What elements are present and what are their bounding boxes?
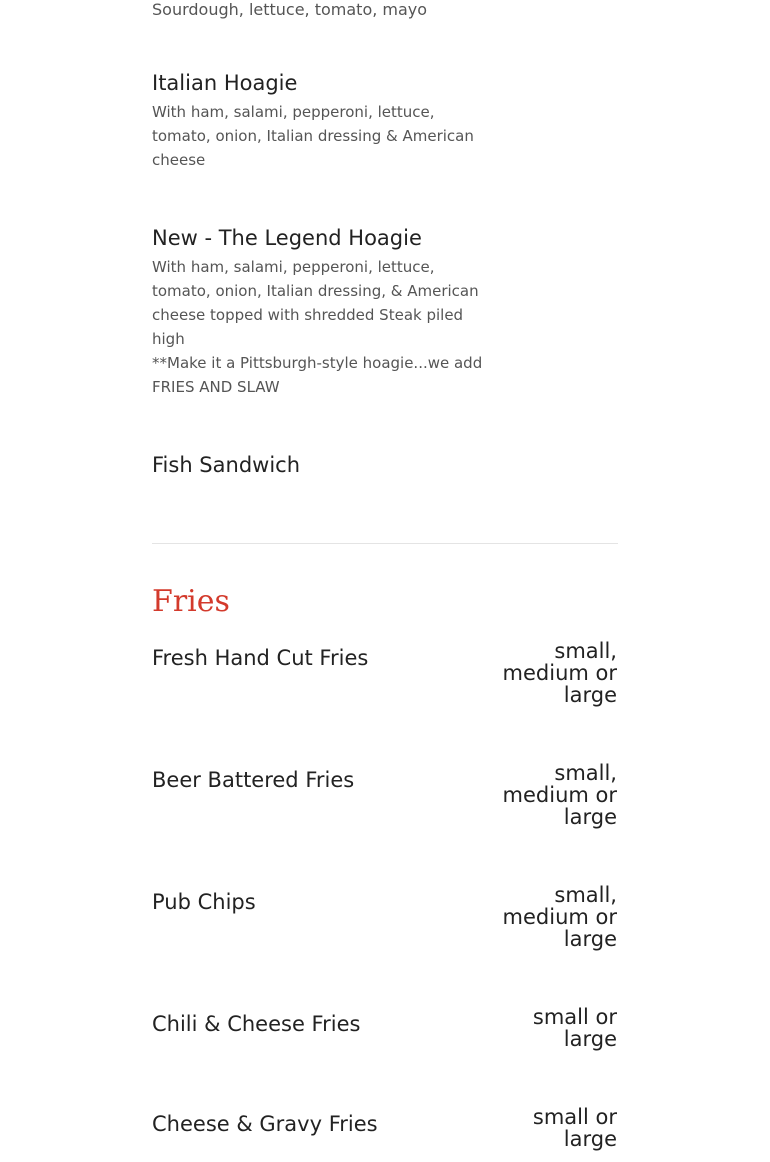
menu-item-fish-sandwich <box>152 450 618 480</box>
menu-item-name: Fresh Hand Cut Fries <box>152 646 369 670</box>
menu-item-sizes: small, medium or large <box>502 761 617 829</box>
menu-item-italian-hoagie <box>152 68 618 172</box>
menu-item-legend-hoagie <box>152 223 618 399</box>
menu-item-name: New - The Legend Hoagie <box>152 226 422 250</box>
section-title-fries: Fries <box>152 584 230 619</box>
menu-item-description: With ham, salami, pepperoni, lettuce, tomato, onion, Italian dressing & American cheese <box>152 103 474 169</box>
menu-item-sizes: small, medium or large <box>502 639 617 707</box>
menu-item-name: Italian Hoagie <box>152 71 298 95</box>
menu-item-description: With ham, salami, pepperoni, lettuce, tomato, onion, Italian dressing, & American cheese topped with shredded Steak piled high <box>152 258 479 348</box>
menu-item-note: **Make it a Pittsburgh-style hoagie...we add FRIES AND SLAW <box>152 354 483 396</box>
section-divider <box>152 543 618 544</box>
menu-item-name: Beer Battered Fries <box>152 768 355 792</box>
menu-item-name: Cheese & Gravy Fries <box>152 1112 378 1136</box>
previous-item-description: Sourdough, lettuce, tomato, mayo <box>152 0 428 19</box>
menu-item-name: Pub Chips <box>152 890 256 914</box>
menu-item-name: Chili & Cheese Fries <box>152 1012 361 1036</box>
menu-item-name: Fish Sandwich <box>152 453 301 477</box>
menu-item-sizes: small, medium or large <box>502 883 617 951</box>
menu-item-sizes: small or large <box>532 1005 617 1051</box>
menu-item-sizes: small or large <box>532 1105 617 1151</box>
